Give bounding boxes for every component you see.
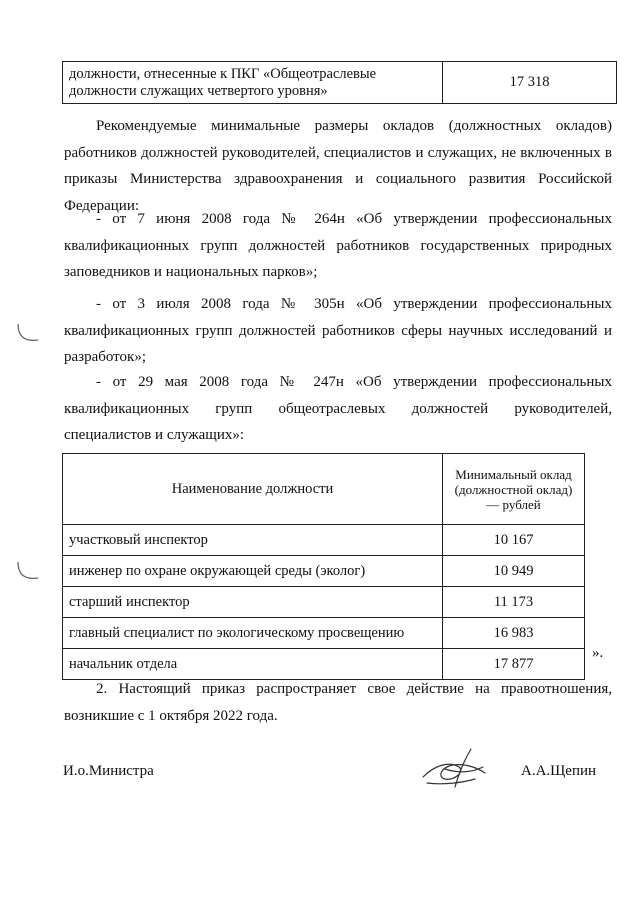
table-row (63, 587, 585, 618)
punch-hole-mark (14, 322, 44, 346)
salary-value: 10 949 (443, 556, 585, 587)
salary-value: 17 877 (443, 649, 585, 680)
punch-hole-mark (14, 560, 44, 584)
table-row (63, 525, 585, 556)
effective-date-paragraph: 2. Настоящий приказ распространяет свое действие на правоотношения, возникшие с 1 октября 2022 года. (64, 681, 612, 724)
salary-value: 16 983 (443, 618, 585, 649)
position-name: инженер по охране окружающей среды (эколог) (63, 556, 443, 587)
signatory-title: И.о.Министра (63, 763, 154, 779)
table-row (63, 62, 617, 104)
table-header-row (63, 454, 585, 525)
intro-paragraph: Рекомендуемые минимальные размеры окладов (должностных окладов) работников должностей руководителей, специалистов и служащих, не включенных в приказы Министерства здравоохранения и социального развития Российской Федерации: (64, 118, 612, 214)
salary-table (62, 453, 585, 680)
salary-value: 10 167 (443, 525, 585, 556)
order-item-264: - от 7 июня 2008 года № 264н «Об утверждении профессиональных квалификационных групп должностей работников государственных природных заповедников и национальных парков»; (64, 211, 612, 280)
salary-value: 11 173 (443, 587, 585, 618)
order-item-305: - от 3 июля 2008 года № 305н «Об утверждении профессиональных квалификационных групп должностей работников сферы научных исследований и разработок»; (64, 296, 612, 365)
position-name: начальник отдела (63, 649, 443, 680)
position-name: старший инспектор (63, 587, 443, 618)
column-header-salary: Минимальный оклад (должностной оклад) — рублей (443, 454, 585, 525)
position-name: должности, отнесенные к ПКГ «Общеотраслевые должности служащих четвертого уровня» (63, 62, 443, 104)
position-name: участковый инспектор (63, 525, 443, 556)
column-header-position: Наименование должности (63, 454, 443, 525)
handwritten-signature (415, 743, 495, 793)
top-table (62, 61, 617, 104)
order-item-247: - от 29 мая 2008 года № 247н «Об утверждении профессиональных квалификационных групп общеотраслевых должностей руководителей, специалистов и служащих»: (64, 374, 612, 443)
position-name: главный специалист по экологическому просвещению (63, 618, 443, 649)
table-row (63, 618, 585, 649)
closing-quote: ». (592, 645, 604, 661)
table-row (63, 556, 585, 587)
table-row (63, 649, 585, 680)
salary-value: 17 318 (443, 62, 617, 104)
signatory-name: А.А.Щепин (521, 763, 597, 779)
